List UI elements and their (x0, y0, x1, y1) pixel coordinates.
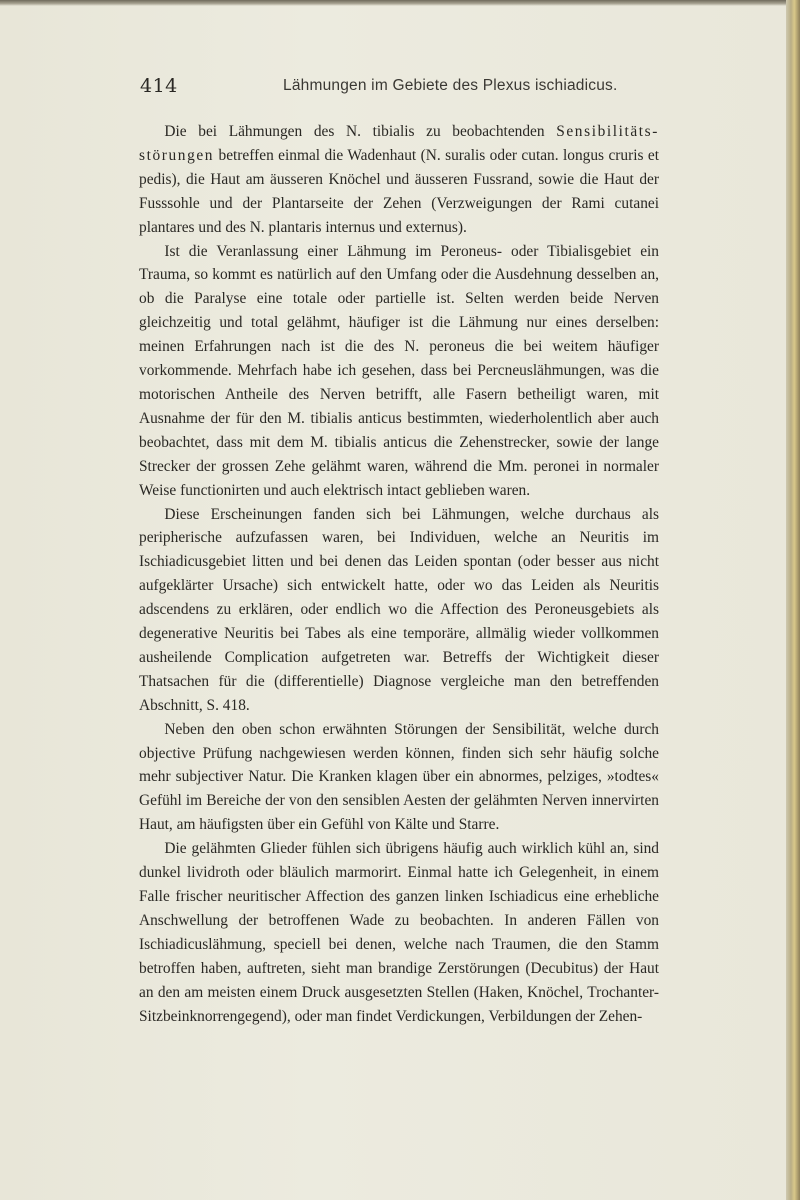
paragraph-text: Die bei Lähmungen des N. tibialis zu beobachtenden (164, 123, 557, 140)
body-text (139, 120, 659, 1028)
scan-top-shadow (0, 0, 786, 6)
book-spine-edge (786, 0, 800, 1200)
paragraph: Diese Erscheinungen fanden sich bei Lähmungen, welche durchaus als peripherische aufzufassen waren, bei Individuen, welche an Neuritis im Ischiadicusgebiet litten und bei denen das Leiden spontan (oder besser aus nicht aufgeklärter Ursache) sich entwickelt hatte, oder wo das Leiden als Neuritis adscendens zu erklären, oder endlich wo die Affection des Peroneusgebiets als degenerative Neuritis bei Tabes als eine temporäre, allmälig wieder vollkommen ausheilende Complication aufgetreten war. Betreffs der Wichtigkeit dieser Thatsachen für die (differentielle) Diagnose vergleiche man den betreffenden Abschnitt, S. 418. (139, 505, 659, 714)
running-head: Lähmungen im Gebiete des Plexus ischiadicus. (283, 77, 618, 94)
page-header (140, 75, 660, 99)
emphasized-term: Sensibilitäts-störungen (139, 123, 659, 164)
paragraph (139, 120, 659, 240)
paragraph: Neben den oben schon erwähnten Störungen der Sensibilität, welche durch objective Prüfung nachgewiesen werden können, finden sich sehr häufig solche mehr subjectiver Natur. Die Kranken klagen über ein abnormes, pelziges, »todtes« Gefühl im Bereiche der von den sensiblen Aesten der gelähmten Nerven innervirten Haut, am häufigsten über ein Gefühl von Kälte und Starre. (139, 720, 659, 834)
page-number: 414 (140, 75, 178, 97)
paragraph: Die gelähmten Glieder fühlen sich übrigens häufig auch wirklich kühl an, sind dunkel lividroth oder bläulich marmorirt. Einmal hatte ich Gelegenheit, in einem Falle frischer neuritischer Affection des ganzen linken Ischiadicus eine erhebliche Anschwellung der betroffenen Wade zu beobachten. In anderen Fällen von Ischiadicuslähmung, speciell bei denen, welche nach Traumen, die den Stamm betroffen haben, auftreten, sieht man brandige Zerstörungen (Decubitus) der Haut an den am meisten einem Druck ausgesetzten Stellen (Haken, Knöchel, Trochanter-Sitzbeinknorrengegend), oder man findet Verdickungen, Verbildungen der Zehen- (139, 840, 659, 1025)
paragraph-text: betreffen einmal die Wadenhaut (N. suralis oder cutan. longus cruris et pedis), die Haut am äusseren Knöchel und äusseren Fussrand, sowie die Haut der Fusssohle und der Plantarseite der Zehen (Verzweigungen der Rami cutanei plantares und des N. plantaris internus und externus). (139, 146, 659, 236)
paragraph: Ist die Veranlassung einer Lähmung im Peroneus- oder Tibialisgebiet ein Trauma, so kommt es natürlich auf den Umfang oder die Ausdehnung desselben an, ob die Paralyse eine totale oder partielle ist. Selten werden beide Nerven gleichzeitig und total gelähmt, häufiger ist die Lähmung nur eines derselben: meinen Erfahrungen nach ist die des N. peroneus die bei weitem häufiger vorkommende. Mehrfach habe ich gesehen, dass bei Percneuslähmungen, was die motorischen Antheile des Nerven betrifft, alle Fasern betheiligt waren, mit Ausnahme der für den M. tibialis anticus bestimmten, wiederholentlich aber auch beobachtet, dass mit dem M. tibialis anticus die Zehenstrecker, sowie der lange Strecker der grossen Zehe gelähmt waren, während die Mm. peronei in normaler Weise functionirten und auch elektrisch intact geblieben waren. (139, 242, 659, 499)
